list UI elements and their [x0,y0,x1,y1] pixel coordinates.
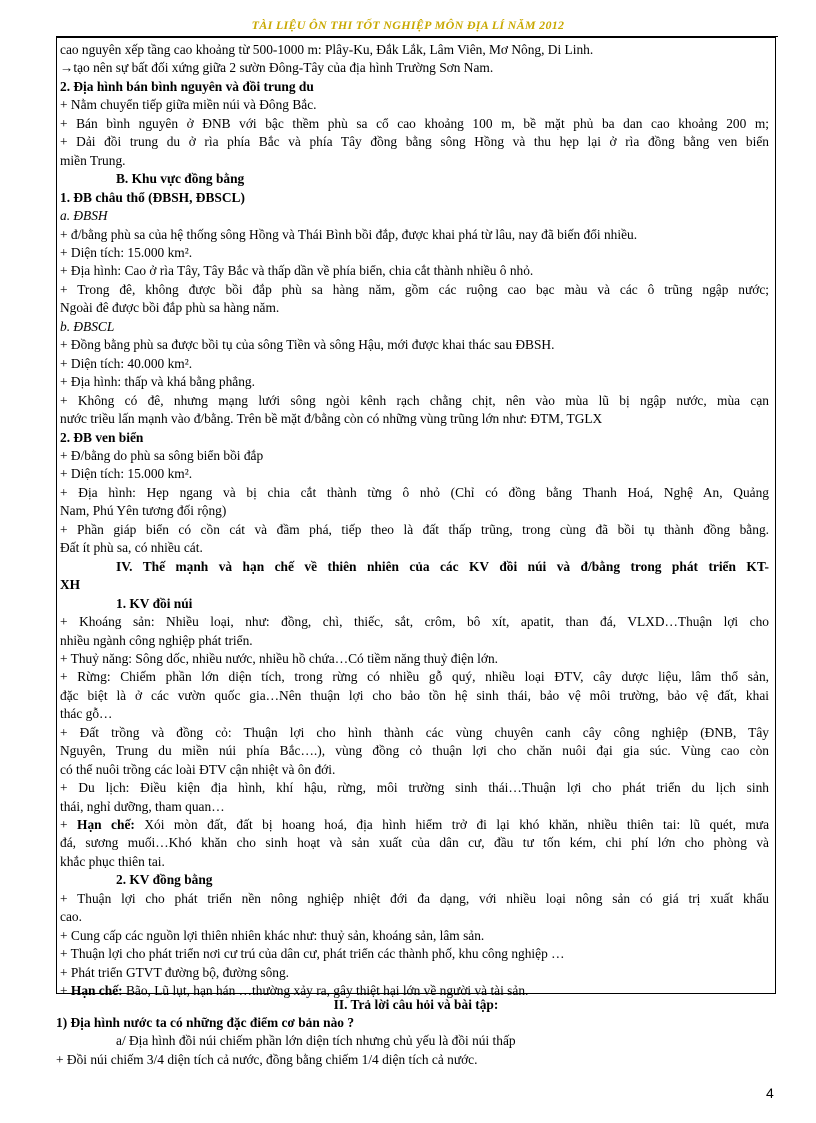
text-line: + Hạn chế: Xói mòn đất, đất bị hoang hoá, địa hình hiểm trở đi lại khó khăn, nhiều thiên tai: lũ quét, mưa [60,817,769,833]
text-line: 1. ĐB châu thổ (ĐBSH, ĐBSCL) [60,189,245,205]
text-line: 2. Địa hình bán bình nguyên và đồi trung du [60,78,314,94]
text-line: + Diện tích: 40.000 km². [60,355,193,371]
text-line: + Địa hình: thấp và khá bằng phẳng. [60,374,255,390]
answer-line: + Đồi núi chiếm 3/4 diện tích cả nước, đồng bằng chiếm 1/4 diện tích cả nước. [56,1051,478,1067]
text-line: + Phần giáp biển có cồn cát và đầm phá, tiếp theo là đất thấp trũng, trong cùng đã bồi tụ thành đồng bằng. [60,521,769,537]
page-number: 4 [766,1085,774,1101]
text-line: Nguyên, Trung du miền núi phía Bắc….), vùng đồng cỏ thuận lợi cho chăn nuôi đại gia súc. Vùng cao còn [60,743,769,759]
text-line: thái, nghỉ dưỡng, tham quan… [60,798,225,814]
text-line: 1. KV đồi núi [116,595,193,611]
text-line: + Diện tích: 15.000 km². [60,244,193,260]
text-line: Ngoài đê được bồi đắp phù sa hàng năm. [60,300,280,316]
text-line: + Du lịch: Điều kiện địa hình, khí hậu, rừng, môi trường sinh thái…Thuận lợi cho phát triển du lịch sinh [60,780,769,796]
text-line: + Phát triển GTVT đường bộ, đường sông. [60,964,290,980]
text-line: miền Trung. [60,152,126,168]
text-line: đặc biệt là ở các vườn quốc gia…Nên thuận lợi cho bảo tồn hệ sinh thái, bảo vệ môi trường, bảo vệ đất, khai [60,687,769,703]
text-line: + Trong đê, không được bồi đắp phù sa hàng năm, gồm các ruộng cao bạc màu và các ô trũng ngập nước; [60,281,769,297]
text-line: →tạo nên sự bất đối xứng giữa 2 sườn Đông-Tây của địa hình Trường Sơn Nam. [60,60,494,76]
text-line: thác gỗ… [60,706,113,722]
text-line: + Hạn chế: Bão, Lũ lụt, hạn hán …thường xảy ra, gây thiệt hại lớn về người và tài sản. [60,983,529,999]
text-line: + Địa hình: Hẹp ngang và bị chia cắt thành từng ô nhỏ (Chỉ có đồng bằng Thanh Hoá, Nghệ An, Quảng [60,484,769,500]
text-line: + Không có đê, nhưng mạng lưới sông ngòi kênh rạch chằng chịt, nên vào mùa lũ bị ngập nước, mùa cạn [60,392,769,408]
text-line: cao. [60,909,82,925]
text-line: + Đất trồng và đồng cỏ: Thuận lợi cho hình thành các vùng chuyên canh cây công nghiệp (ĐNB, Tây [60,724,769,740]
text-line: + Thuận lợi cho phát triển nền nông nghiệp nhiệt đới đa dạng, với nhiều loại nông sản có giá trị xuất khẩu [60,890,769,906]
section-title: II. Trả lời câu hỏi và bài tập: [333,997,499,1012]
answer-a: a/ Địa hình đồi núi chiếm phần lớn diện tích nhưng chủ yếu là đồi núi thấp [116,1033,516,1049]
text-line: + Cung cấp các nguồn lợi thiên nhiên khác như: thuỷ sản, khoáng sản, lâm sản. [60,927,485,943]
text-line: 2. ĐB ven biển [60,429,144,445]
text-line: + Nằm chuyển tiếp giữa miền núi và Đông Bắc. [60,97,317,113]
text-line: + Đ/bằng do phù sa sông biển bồi đắp [60,447,264,463]
text-line: nhiều ngành công nghiệp phát triển. [60,632,253,648]
text-line: 2. KV đồng bằng [116,872,213,888]
text-line: + Đồng bằng phù sa được bồi tụ của sông Tiền và sông Hậu, mới được khai thác sau ĐBSH. [60,337,555,353]
text-line: + Thuỷ năng: Sông dốc, nhiều nước, nhiều hồ chứa…Có tiềm năng thuỷ điện lớn. [60,650,499,666]
text-line: + Khoáng sản: Nhiều loại, như: đồng, chì, thiếc, sắt, crôm, bô xít, apatit, than đá, VLXD…Thuận lợi cho [60,614,769,630]
text-line: a. ĐBSH [60,208,108,224]
question: 1) Địa hình nước ta có những đặc điểm cơ bản nào ? [56,1015,355,1031]
text-line: khắc phục thiên tai. [60,853,165,869]
text-line: + Diện tích: 15.000 km². [60,466,193,482]
after-box-section [56,996,776,1069]
text-line: IV. Thế mạnh và hạn chế về thiên nhiên của các KV đồi núi và đ/bằng trong phát triển KT- [116,558,769,574]
text-line: Nam, Phú Yên tương đối rộng) [60,503,227,519]
text-line: nước triều lấn mạnh vào đ/bằng. Trên bề mặt đ/bằng còn có những vùng trũng lớn như: ĐTM, TGLX [60,411,603,427]
bold-label: Hạn chế: [77,817,135,833]
text-line: b. ĐBSCL [60,318,115,334]
bold-label: Hạn chế: [70,983,123,999]
text-line: + Thuận lợi cho phát triển nơi cư trú của dân cư, phát triển các thành phố, khu công nghiệp … [60,946,565,962]
text-line: B. Khu vực đồng bằng [116,171,245,187]
content-box [56,37,776,999]
text-line: Đất ít phù sa, có nhiều cát. [60,540,203,556]
text-line: có thể nuôi trồng các loài ĐTV cận nhiệt và ôn đới. [60,761,336,777]
text-line: XH [60,577,81,593]
page-header: TÀI LIỆU ÔN THI TỐT NGHIỆP MÔN ĐỊA LÍ NĂM 2012 [251,18,565,32]
text-line: + Dải đồi trung du ở rìa phía Bắc và phía Tây đồng bằng sông Hồng và thu hẹp lại ở rìa đồng bằng ven biển [60,134,769,150]
text-line: đá, sương muối…Khó khăn cho sinh hoạt và sản xuất của dân cư, đầu tư tốn kém, chi phí lớn cho phòng và [60,835,769,851]
text-line: + Bán bình nguyên ở ĐNB với bậc thềm phù sa cổ cao khoảng 100 m, bề mặt phủ ba dan cao khoảng 200 m; [60,115,769,131]
text-line: cao nguyên xếp tầng cao khoảng từ 500-1000 m: Plây-Ku, Đắk Lắk, Lâm Viên, Mơ Nông, Di Linh. [60,42,594,57]
text-line: + Rừng: Chiếm phần lớn diện tích, trong rừng có nhiều gỗ quý, nhiều loại ĐTV, cây dược liệu, lâm thổ sản, [60,669,769,685]
text-line: + Địa hình: Cao ở rìa Tây, Tây Bắc và thấp dần về phía biển, chia cắt thành nhiều ô nhỏ. [60,263,534,279]
text-line: + đ/bằng phù sa của hệ thống sông Hồng và Thái Bình bồi đắp, được khai phá từ lâu, nay đã biến đổi nhiều. [60,226,638,242]
